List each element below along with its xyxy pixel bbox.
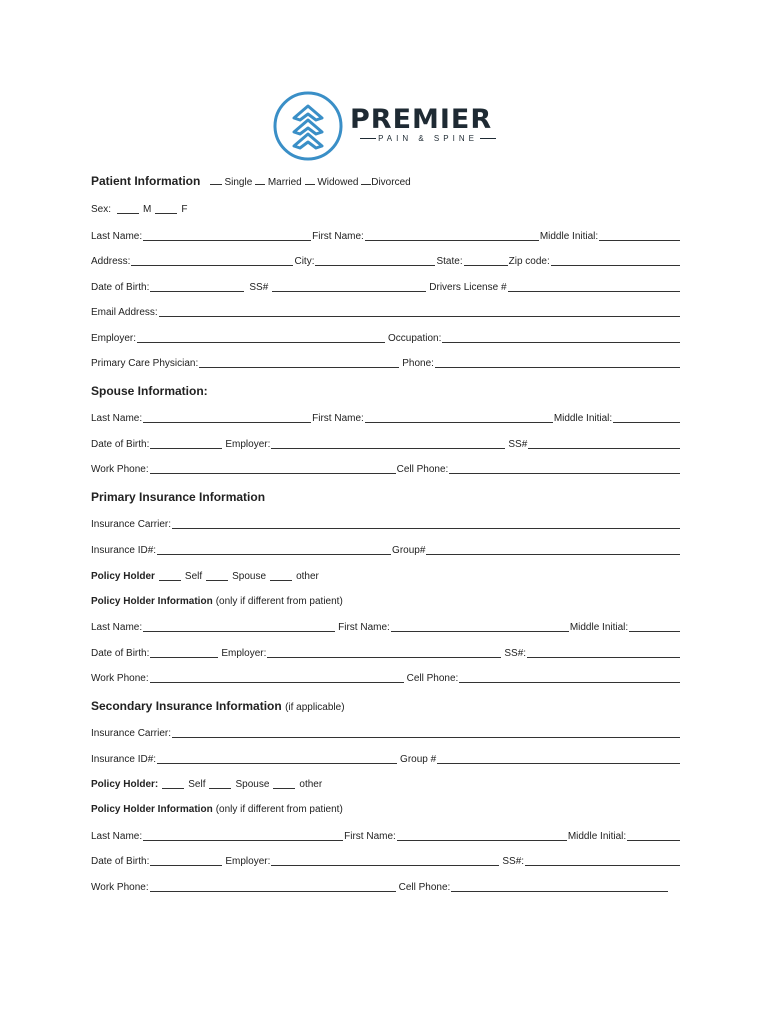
primary-holder-spouse-blank[interactable] [206,570,228,581]
primary-holder-info-row [91,596,681,607]
widowed-option: Widowed [317,177,359,188]
drivers-license-field[interactable] [508,281,680,292]
secondary-holder-middle-initial-field[interactable] [627,830,680,841]
secondary-heading-row [91,699,345,713]
primary-holder-first-name-label: First Name: [338,622,390,633]
sex-row [91,203,681,215]
secondary-holder-info-row [91,804,681,815]
middle-initial-label: Middle Initial: [539,231,599,242]
email-row [91,306,681,318]
primary-holder-row [91,570,681,582]
primary-group-field[interactable] [426,544,680,555]
pcp-label: Primary Care Physician: [91,358,199,369]
dob-field[interactable] [150,281,244,292]
secondary-id-row [91,753,681,765]
last-name-label: Last Name: [91,231,143,242]
primary-holder-self-blank[interactable] [159,570,181,581]
logo-wordmark: PREMIER [350,104,493,135]
employer-label: Employer: [91,333,137,344]
spouse-work-phone-label: Work Phone: [91,464,149,475]
dob-label: Date of Birth: [91,282,150,293]
spouse-dob-row [91,438,681,450]
secondary-insurance-heading: Secondary Insurance Information [91,699,282,713]
secondary-holder-first-name-label: First Name: [344,831,396,842]
primary-insurance-heading: Primary Insurance Information [91,490,266,504]
secondary-holder-employer-field[interactable] [271,855,499,866]
single-blank[interactable] [210,174,222,185]
secondary-holder-dob-row [91,855,681,867]
patient-heading-row [91,174,411,188]
primary-holder-info-label: Policy Holder Information [91,596,213,607]
spouse-heading: Spouse Information: [91,384,208,398]
married-blank[interactable] [255,174,265,185]
state-label: State: [436,256,463,267]
secondary-holder-cell-phone-label: Cell Phone: [398,882,451,893]
spouse-phone-row [91,463,681,475]
primary-holder-employer-label: Employer: [221,648,267,659]
spouse-cell-phone-label: Cell Phone: [396,464,449,475]
secondary-group-label: Group # [400,754,437,765]
primary-holder-middle-initial-label: Middle Initial: [569,622,629,633]
sex-m-blank[interactable] [117,203,139,214]
primary-holder-ss-label: SS#: [504,648,527,659]
dob-row [91,281,681,293]
spouse-employer-label: Employer: [225,439,271,450]
spouse-ss-label: SS# [508,439,528,450]
primary-carrier-row [91,518,681,530]
secondary-holder-ss-label: SS#: [502,856,525,867]
sex-label: Sex: [91,204,112,215]
primary-holder-work-phone-label: Work Phone: [91,673,149,684]
logo-subtitle: PAIN & SPINE [350,134,506,143]
primary-holder-cell-phone-label: Cell Phone: [406,673,459,684]
primary-holder-other-blank[interactable] [270,570,292,581]
email-label: Email Address: [91,307,158,318]
drivers-license-label: Drivers License # [429,282,507,293]
secondary-holder-dob-label: Date of Birth: [91,856,150,867]
secondary-carrier-field[interactable] [172,727,680,738]
first-name-label: First Name: [312,231,364,242]
last-name-field[interactable] [143,230,311,241]
spouse-dob-label: Date of Birth: [91,439,150,450]
sex-m: M [143,204,152,215]
name-row [91,230,681,242]
primary-holder-cell-phone-field[interactable] [459,672,680,683]
city-label: City: [294,256,315,267]
sex-f-blank[interactable] [155,203,177,214]
primary-carrier-field[interactable] [172,518,680,529]
primary-holder-info-note: (only if different from patient) [215,596,343,607]
zip-label: Zip code: [508,256,550,267]
secondary-holder-dob-field[interactable] [150,855,222,866]
secondary-group-field[interactable] [437,753,680,764]
secondary-id-label: Insurance ID#: [91,754,157,765]
secondary-holder-first-name-field[interactable] [397,830,567,841]
spouse-middle-initial-field[interactable] [613,412,680,423]
spouse-first-name-label: First Name: [312,413,364,424]
spouse-middle-initial-label: Middle Initial: [553,413,613,424]
primary-holder-name-row [91,621,681,633]
secondary-carrier-row [91,727,681,739]
primary-holder-employer-field[interactable] [267,647,501,658]
spouse-work-phone-field[interactable] [150,463,396,474]
spouse-employer-field[interactable] [271,438,505,449]
first-name-field[interactable] [365,230,539,241]
secondary-holder-label: Policy Holder: [91,779,159,790]
spouse-cell-phone-field[interactable] [449,463,680,474]
secondary-holder-work-phone-field[interactable] [150,881,396,892]
occupation-field[interactable] [442,332,680,343]
spouse-name-row [91,412,681,424]
phone-field[interactable] [435,357,680,368]
secondary-holder-middle-initial-label: Middle Initial: [567,831,627,842]
phone-label: Phone: [402,358,434,369]
ss-field[interactable] [272,281,426,292]
primary-holder-dob-label: Date of Birth: [91,648,150,659]
secondary-holder-name-row [91,830,681,842]
spouse-last-name-label: Last Name: [91,413,143,424]
primary-id-label: Insurance ID#: [91,545,157,556]
primary-holder-last-name-field[interactable] [143,621,335,632]
secondary-holder-ss-field[interactable] [525,855,680,866]
email-field[interactable] [159,306,680,317]
spine-logo-icon [272,90,344,162]
secondary-holder-cell-phone-field[interactable] [451,881,668,892]
primary-group-label: Group# [392,545,426,556]
secondary-holder-spouse: Spouse [235,779,270,790]
spouse-ss-field[interactable] [528,438,680,449]
secondary-holder-spouse-blank[interactable] [209,778,231,789]
divorced-blank[interactable] [361,174,371,185]
ss-label: SS# [249,282,269,293]
pcp-field[interactable] [199,357,399,368]
middle-initial-field[interactable] [599,230,680,241]
married-option: Married [267,177,302,188]
secondary-carrier-label: Insurance Carrier: [91,728,172,739]
primary-id-field[interactable] [157,544,391,555]
secondary-heading-note: (if applicable) [285,702,345,713]
primary-holder-dob-field[interactable] [150,647,218,658]
secondary-id-field[interactable] [157,753,397,764]
secondary-holder-other: other [299,779,323,790]
secondary-holder-work-phone-label: Work Phone: [91,882,149,893]
secondary-holder-self: Self [188,779,206,790]
secondary-holder-other-blank[interactable] [273,778,295,789]
occupation-label: Occupation: [388,333,442,344]
primary-holder-middle-initial-field[interactable] [629,621,680,632]
primary-carrier-label: Insurance Carrier: [91,519,172,530]
primary-holder-first-name-field[interactable] [391,621,569,632]
zip-field[interactable] [551,255,680,266]
address-field[interactable] [131,255,293,266]
primary-holder-work-phone-field[interactable] [150,672,404,683]
spouse-last-name-field[interactable] [143,412,311,423]
employer-field[interactable] [137,332,385,343]
secondary-holder-phone-row [91,881,669,893]
primary-holder-label: Policy Holder [91,571,155,582]
address-row [91,255,681,267]
spouse-first-name-field[interactable] [365,412,553,423]
pcp-row [91,357,681,369]
primary-id-row [91,544,681,556]
single-option: Single [224,177,253,188]
primary-holder-spouse: Spouse [232,571,267,582]
secondary-holder-last-name-label: Last Name: [91,831,143,842]
address-label: Address: [91,256,131,267]
city-field[interactable] [315,255,435,266]
primary-holder-other: other [296,571,319,582]
spouse-dob-field[interactable] [150,438,222,449]
primary-holder-last-name-label: Last Name: [91,622,143,633]
secondary-holder-employer-label: Employer: [225,856,271,867]
secondary-holder-last-name-field[interactable] [143,830,343,841]
patient-heading: Patient Information [91,174,201,188]
state-field[interactable] [464,255,508,266]
secondary-holder-self-blank[interactable] [162,778,184,789]
divorced-option: Divorced [371,177,411,188]
primary-holder-self: Self [184,571,203,582]
widowed-blank[interactable] [305,174,315,185]
secondary-holder-row [91,778,681,790]
primary-holder-phone-row [91,672,681,684]
logo [272,90,512,162]
sex-f: F [181,204,188,215]
secondary-holder-info-note: (only if different from patient) [215,804,343,815]
secondary-holder-info-label: Policy Holder Information [91,804,213,815]
primary-holder-ss-field[interactable] [527,647,680,658]
primary-holder-dob-row [91,647,681,659]
employer-row [91,332,681,344]
